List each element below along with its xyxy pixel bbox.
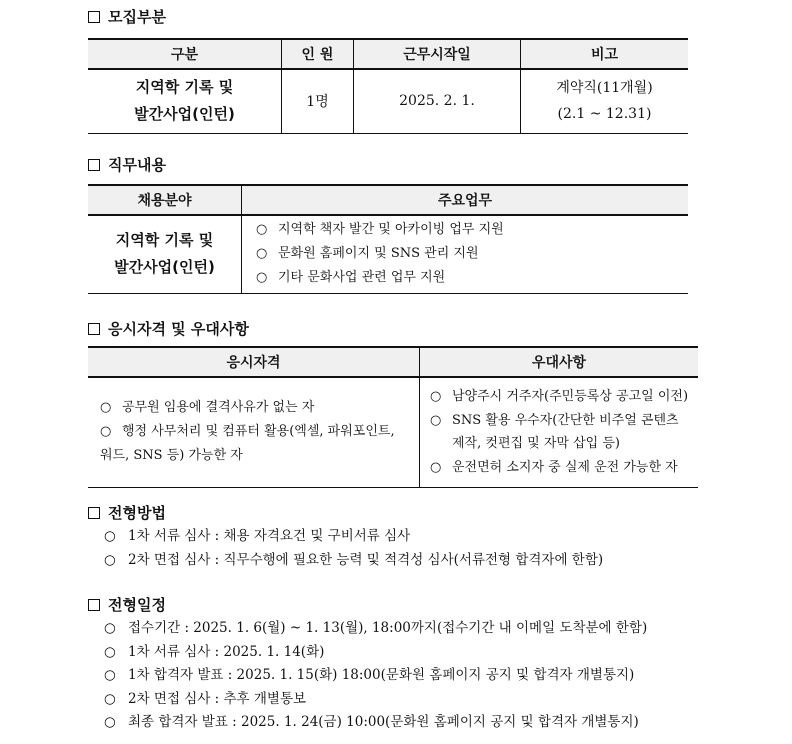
duties-list xyxy=(242,215,689,293)
section-heading-recruit xyxy=(88,6,166,27)
header-field: 채용분야 xyxy=(88,185,242,215)
recruit-table xyxy=(88,38,688,134)
schedule-list xyxy=(104,617,647,735)
checkbox-square-icon xyxy=(88,507,100,519)
bullet-icon: ○ xyxy=(430,412,442,428)
section-heading-duties xyxy=(88,154,166,175)
list-item: ○ 1차 서류 심사 : 채용 자격요건 및 구비서류 심사 xyxy=(104,525,603,549)
preferences-list xyxy=(420,377,699,487)
checkbox-square-icon xyxy=(88,599,100,611)
section-heading-schedule xyxy=(88,594,166,615)
bullet-icon: ○ xyxy=(104,528,116,544)
list-item: ○ 기타 문화사업 관련 업무 지원 xyxy=(256,266,688,290)
bullet-icon: ○ xyxy=(430,459,442,475)
category-line: 지역학 기록 및 xyxy=(115,231,214,250)
category-line: 발간사업(인턴) xyxy=(134,105,235,124)
duties-table xyxy=(88,184,688,294)
header-count: 인 원 xyxy=(282,39,354,69)
note-line: (2.1 ~ 12.31) xyxy=(557,106,652,123)
list-item-continued: 제작, 컷편집 및 자막 삽입 등) xyxy=(452,436,621,452)
bullet-icon: ○ xyxy=(256,270,268,286)
checkbox-square-icon xyxy=(88,323,100,335)
checkbox-square-icon xyxy=(88,159,100,171)
checkbox-square-icon xyxy=(88,11,100,23)
count-cell: 1명 xyxy=(282,69,354,133)
section-heading-qualify xyxy=(88,318,249,339)
qualify-table xyxy=(88,346,698,488)
bullet-icon: ○ xyxy=(104,690,116,707)
bullet-icon: ○ xyxy=(104,643,116,660)
list-item: ○ 2차 면접 심사 : 추후 개별통보 xyxy=(104,688,647,712)
section-title: 모집부분 xyxy=(108,8,166,26)
note-line: 계약직(11개월) xyxy=(556,80,653,97)
category-cell xyxy=(88,69,282,133)
method-list xyxy=(104,525,603,572)
section-title: 직무내용 xyxy=(108,156,166,174)
list-item: ○ 공무원 임용에 결격사유가 없는 자 xyxy=(100,396,419,420)
list-item: ○ 2차 면접 심사 : 직무수행에 필요한 능력 및 적격성 심사(서류전형 합격자에 한함) xyxy=(104,549,603,573)
note-cell xyxy=(521,69,689,133)
bullet-icon: ○ xyxy=(100,424,112,440)
list-item: ○ 1차 서류 심사 : 2025. 1. 14(화) xyxy=(104,641,647,665)
list-item: ○ 1차 합격자 발표 : 2025. 1. 15(화) 18:00(문화원 홈페이지 공지 및 합격자 개별통지) xyxy=(104,664,647,688)
bullet-icon: ○ xyxy=(256,222,268,238)
category-line: 지역학 기록 및 xyxy=(135,78,234,97)
list-item: ○ 남양주시 거주자(주민등록상 공고일 이전) xyxy=(430,385,698,409)
section-title: 응시자격 및 우대사항 xyxy=(108,320,249,338)
list-item: ○ 문화원 홈페이지 및 SNS 관리 지원 xyxy=(256,242,688,266)
bullet-icon: ○ xyxy=(100,400,112,416)
list-item: ○ 최종 합격자 발표 : 2025. 1. 24(금) 10:00(문화원 홈페이지 공지 및 합격자 개별통지) xyxy=(104,711,647,735)
list-item: ○ 지역학 책자 발간 및 아카이빙 업무 지원 xyxy=(256,218,688,242)
list-item: ○ 운전면허 소지자 중 실제 운전 가능한 자 xyxy=(430,456,698,480)
header-main-duties: 주요업무 xyxy=(242,185,689,215)
list-item: ○ 접수기간 : 2025. 1. 6(월) ~ 1. 13(월), 18:00까지(접수기간 내 이메일 도착분에 한함) xyxy=(104,617,647,641)
bullet-icon: ○ xyxy=(104,714,116,730)
bullet-icon: ○ xyxy=(256,246,268,262)
bullet-icon: ○ xyxy=(430,389,442,405)
header-note: 비고 xyxy=(521,39,689,69)
section-title: 전형방법 xyxy=(108,504,166,522)
category-line: 발간사업(인턴) xyxy=(114,258,215,277)
header-preferences: 우대사항 xyxy=(420,347,699,377)
header-category: 구분 xyxy=(88,39,282,69)
bullet-icon: ○ xyxy=(104,551,116,568)
section-heading-method xyxy=(88,502,166,523)
field-cell xyxy=(88,215,242,293)
bullet-icon: ○ xyxy=(104,667,116,683)
section-title: 전형일정 xyxy=(108,596,166,614)
list-item: ○ 행정 사무처리 및 컴퓨터 활용(엑셀, 파워포인트, xyxy=(100,420,419,444)
bullet-icon: ○ xyxy=(104,620,116,636)
header-start-date: 근무시작일 xyxy=(354,39,521,69)
list-item: ○ SNS 활용 우수자(간단한 비주얼 콘텐츠 xyxy=(430,409,698,433)
header-qualifications: 응시자격 xyxy=(88,347,420,377)
qualifications-list xyxy=(88,377,420,487)
start-date-cell: 2025. 2. 1. xyxy=(354,69,521,133)
list-item-continued: 워드, SNS 등) 가능한 자 xyxy=(100,448,243,464)
